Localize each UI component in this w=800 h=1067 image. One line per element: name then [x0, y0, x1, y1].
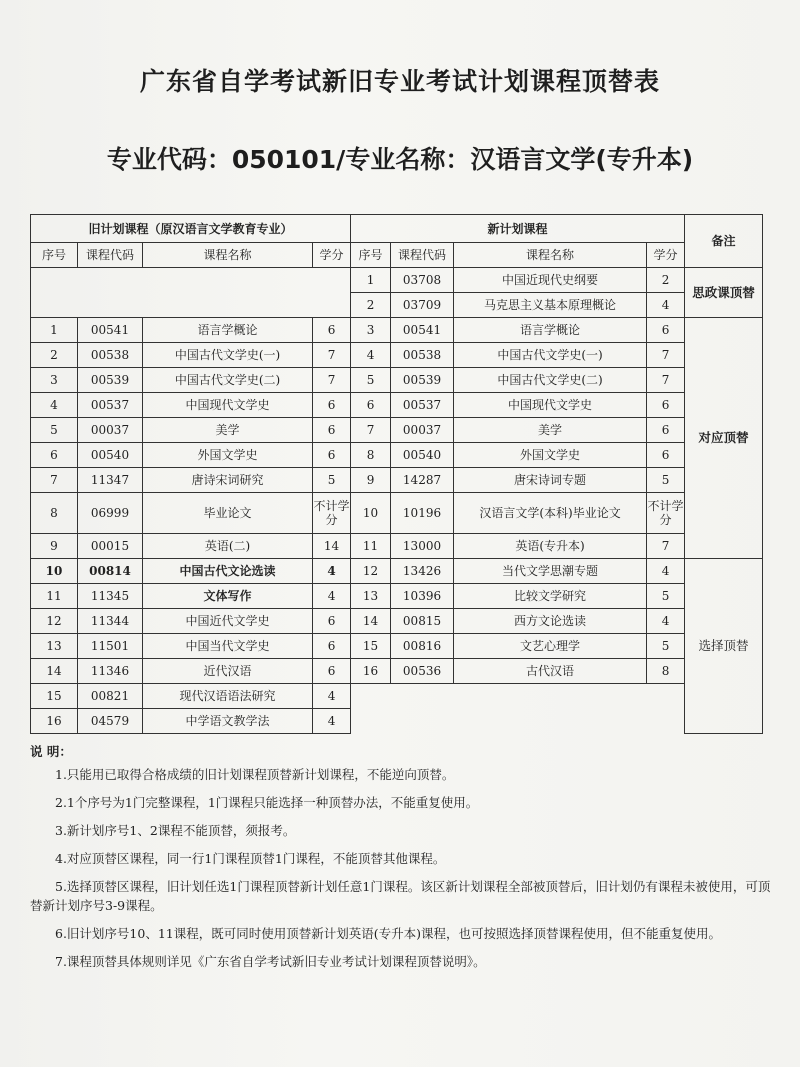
- old-seq: 10: [31, 559, 78, 584]
- new-name: 语言学概论: [454, 318, 647, 343]
- new-name: 古代汉语: [454, 659, 647, 684]
- new-seq: 9: [351, 468, 391, 493]
- note-item: 7.课程顶替具体规则详见《广东省自学考试新旧专业考试计划课程顶替说明》。: [55, 954, 486, 969]
- new-name-header: 课程名称: [454, 243, 647, 268]
- old-seq: 6: [31, 443, 78, 468]
- old-name: 中学语文教学法: [143, 709, 313, 734]
- table-row: [31, 659, 763, 684]
- note-item: 4.对应顶替区课程，同一行1门课程顶替1门课程，不能顶替其他课程。: [55, 851, 446, 866]
- old-credit: 6: [313, 634, 351, 659]
- old-seq: 11: [31, 584, 78, 609]
- table-row: [31, 393, 763, 418]
- old-name: 语言学概论: [143, 318, 313, 343]
- old-seq: 12: [31, 609, 78, 634]
- note-item: 1.只能用已取得合格成绩的旧计划课程顶替新计划课程，不能逆向顶替。: [55, 767, 455, 782]
- new-seq: 12: [351, 559, 391, 584]
- old-code: 00814: [78, 559, 143, 584]
- old-name: 中国近代文学史: [143, 609, 313, 634]
- new-code: 13426: [391, 559, 454, 584]
- old-code: 00015: [78, 534, 143, 559]
- old-name: 近代汉语: [143, 659, 313, 684]
- old-credit: 7: [313, 368, 351, 393]
- note-item: 3.新计划序号1、2课程不能顶替，须报考。: [55, 823, 296, 838]
- new-credit: 7: [647, 368, 685, 393]
- remark-politics: 思政课顶替: [685, 268, 763, 318]
- old-code: 11345: [78, 584, 143, 609]
- new-credit: 7: [647, 343, 685, 368]
- old-credit: 4: [313, 709, 351, 734]
- remark-select: 选择顶替: [685, 559, 763, 734]
- old-credit-header: 学分: [313, 243, 351, 268]
- old-code: 11347: [78, 468, 143, 493]
- new-code-header: 课程代码: [391, 243, 454, 268]
- new-seq: 1: [351, 268, 391, 293]
- new-seq: 16: [351, 659, 391, 684]
- old-seq: 16: [31, 709, 78, 734]
- new-code: 03708: [391, 268, 454, 293]
- old-name: 外国文学史: [143, 443, 313, 468]
- new-seq: 3: [351, 318, 391, 343]
- new-name: 英语(专升本): [454, 534, 647, 559]
- new-code: 00537: [391, 393, 454, 418]
- old-credit: 4: [313, 584, 351, 609]
- old-seq: 15: [31, 684, 78, 709]
- new-name: 西方文论选读: [454, 609, 647, 634]
- table-row: [31, 418, 763, 443]
- old-code: 04579: [78, 709, 143, 734]
- new-code: 14287: [391, 468, 454, 493]
- note-item: 5.选择顶替区课程，旧计划任选1门课程顶替新计划任意1门课程。该区新计划课程全部被顶替后，旧计划仍有课程未被使用，可顶替新计划序号3-9课程。: [30, 879, 771, 913]
- new-name: 汉语言文学(本科)毕业论文: [454, 493, 647, 534]
- new-seq: 6: [351, 393, 391, 418]
- old-code: 11501: [78, 634, 143, 659]
- course-replacement-table: [30, 214, 763, 734]
- old-credit: 6: [313, 393, 351, 418]
- note-item: 6.旧计划序号10、11课程，既可同时使用顶替新计划英语(专升本)课程，也可按照选择顶替课程使用，但不能重复使用。: [55, 926, 721, 941]
- old-code: 00037: [78, 418, 143, 443]
- old-credit: 4: [313, 559, 351, 584]
- new-seq: 5: [351, 368, 391, 393]
- new-name: 中国近现代史纲要: [454, 268, 647, 293]
- new-code: 00815: [391, 609, 454, 634]
- old-seq: 3: [31, 368, 78, 393]
- table-row: [31, 584, 763, 609]
- old-seq: 13: [31, 634, 78, 659]
- old-code: 00539: [78, 368, 143, 393]
- old-credit: 14: [313, 534, 351, 559]
- old-seq-header: 序号: [31, 243, 78, 268]
- new-code: 10396: [391, 584, 454, 609]
- new-code: 00541: [391, 318, 454, 343]
- old-name: 英语(二): [143, 534, 313, 559]
- table-row: [31, 684, 763, 709]
- new-credit: 5: [647, 584, 685, 609]
- old-seq: 1: [31, 318, 78, 343]
- old-code: 00541: [78, 318, 143, 343]
- old-name: 中国古代文学史(一): [143, 343, 313, 368]
- new-plan-header: 新计划课程: [351, 215, 685, 243]
- new-code: 00816: [391, 634, 454, 659]
- old-credit: 6: [313, 318, 351, 343]
- old-seq: 7: [31, 468, 78, 493]
- new-seq: 10: [351, 493, 391, 534]
- old-seq: 9: [31, 534, 78, 559]
- old-credit: 6: [313, 443, 351, 468]
- table-row: [31, 443, 763, 468]
- new-seq-header: 序号: [351, 243, 391, 268]
- old-code-header: 课程代码: [78, 243, 143, 268]
- old-code: 00537: [78, 393, 143, 418]
- old-name: 中国古代文论选读: [143, 559, 313, 584]
- old-credit: 6: [313, 609, 351, 634]
- old-credit: 6: [313, 659, 351, 684]
- note-item: 2.1个序号为1门完整课程，1门课程只能选择一种顶替办法，不能重复使用。: [55, 795, 479, 810]
- page-title: 广东省自学考试新旧专业考试计划课程顶替表: [139, 67, 660, 96]
- old-code: 00540: [78, 443, 143, 468]
- old-code: 00538: [78, 343, 143, 368]
- new-name: 比较文学研究: [454, 584, 647, 609]
- old-credit: 4: [313, 684, 351, 709]
- old-name: 文体写作: [143, 584, 313, 609]
- new-code: 10196: [391, 493, 454, 534]
- table-row: [31, 368, 763, 393]
- new-credit: 6: [647, 318, 685, 343]
- new-seq: 2: [351, 293, 391, 318]
- table-row: [31, 318, 763, 343]
- new-seq: 14: [351, 609, 391, 634]
- new-code: 00539: [391, 368, 454, 393]
- old-empty-cell: [31, 268, 351, 318]
- new-credit: 4: [647, 293, 685, 318]
- new-name: 中国古代文学史(一): [454, 343, 647, 368]
- remark-corresponding: 对应顶替: [685, 318, 763, 559]
- old-name: 毕业论文: [143, 493, 313, 534]
- table-row: [31, 343, 763, 368]
- new-credit: 6: [647, 393, 685, 418]
- new-empty-cell: [351, 684, 685, 734]
- new-code: 03709: [391, 293, 454, 318]
- new-name: 文艺心理学: [454, 634, 647, 659]
- new-name: 美学: [454, 418, 647, 443]
- new-name: 外国文学史: [454, 443, 647, 468]
- new-code: 13000: [391, 534, 454, 559]
- new-credit: 不计学分: [647, 493, 685, 534]
- old-seq: 14: [31, 659, 78, 684]
- new-credit: 5: [647, 634, 685, 659]
- major-subtitle: 专业代码：050101/专业名称：汉语言文学(专升本): [106, 145, 694, 174]
- old-name: 中国现代文学史: [143, 393, 313, 418]
- old-name-header: 课程名称: [143, 243, 313, 268]
- new-name: 唐宋诗词专题: [454, 468, 647, 493]
- notes-section: [30, 742, 772, 980]
- old-seq: 8: [31, 493, 78, 534]
- old-name: 唐诗宋词研究: [143, 468, 313, 493]
- old-credit: 6: [313, 418, 351, 443]
- table-row: [31, 468, 763, 493]
- old-code: 11346: [78, 659, 143, 684]
- old-credit: 5: [313, 468, 351, 493]
- new-credit: 2: [647, 268, 685, 293]
- new-name: 中国现代文学史: [454, 393, 647, 418]
- new-seq: 8: [351, 443, 391, 468]
- new-code: 00540: [391, 443, 454, 468]
- new-seq: 13: [351, 584, 391, 609]
- new-credit: 6: [647, 443, 685, 468]
- table-row: [31, 634, 763, 659]
- new-name: 当代文学思潮专题: [454, 559, 647, 584]
- new-seq: 4: [351, 343, 391, 368]
- notes-lead: 说 明：: [30, 744, 72, 759]
- old-name: 中国当代文学史: [143, 634, 313, 659]
- table-row: [31, 609, 763, 634]
- table-row: [31, 534, 763, 559]
- new-name: 中国古代文学史(二): [454, 368, 647, 393]
- new-code: 00037: [391, 418, 454, 443]
- old-seq: 5: [31, 418, 78, 443]
- new-seq: 7: [351, 418, 391, 443]
- new-credit: 8: [647, 659, 685, 684]
- old-seq: 4: [31, 393, 78, 418]
- old-code: 00821: [78, 684, 143, 709]
- remark-header: 备注: [685, 215, 763, 268]
- table-row: [31, 493, 763, 534]
- new-name: 马克思主义基本原理概论: [454, 293, 647, 318]
- new-code: 00536: [391, 659, 454, 684]
- old-name: 中国古代文学史(二): [143, 368, 313, 393]
- table-row: [31, 559, 763, 584]
- old-code: 06999: [78, 493, 143, 534]
- old-code: 11344: [78, 609, 143, 634]
- old-seq: 2: [31, 343, 78, 368]
- old-name: 美学: [143, 418, 313, 443]
- old-plan-header: 旧计划课程（原汉语言文学教育专业）: [31, 215, 351, 243]
- new-credit: 5: [647, 468, 685, 493]
- old-credit: 7: [313, 343, 351, 368]
- old-credit: 不计学分: [313, 493, 351, 534]
- new-seq: 15: [351, 634, 391, 659]
- new-code: 00538: [391, 343, 454, 368]
- old-name: 现代汉语语法研究: [143, 684, 313, 709]
- new-seq: 11: [351, 534, 391, 559]
- new-credit: 4: [647, 559, 685, 584]
- new-credit: 6: [647, 418, 685, 443]
- table-row: [31, 268, 763, 293]
- new-credit: 4: [647, 609, 685, 634]
- new-credit: 7: [647, 534, 685, 559]
- new-credit-header: 学分: [647, 243, 685, 268]
